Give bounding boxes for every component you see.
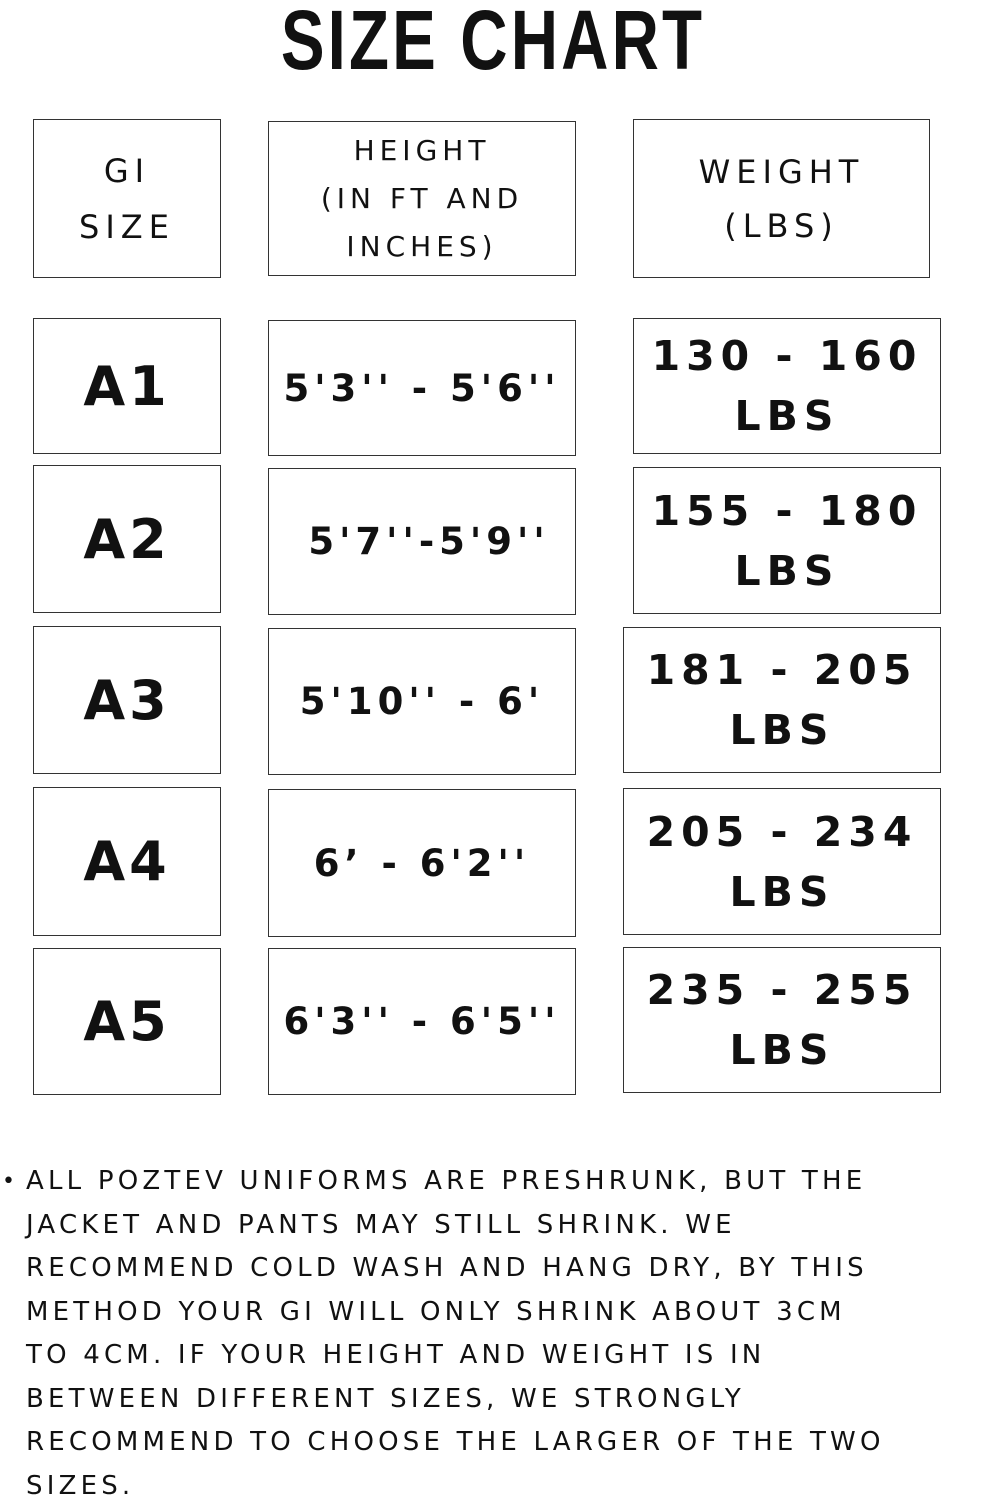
height-cell [268,628,576,775]
height-value: 6'3'' - 6'5'' [283,1000,560,1043]
height-value: 6’ - 6'2'' [314,842,530,885]
size-label: A1 [83,355,170,418]
header-height-line2: (IN FT AND [321,175,523,223]
size-cell [33,948,221,1095]
header-weight-line2: (LBS) [699,199,865,253]
weight-cell [623,947,941,1093]
weight-cell [623,627,941,773]
header-gi-size [33,119,221,278]
weight-cell [633,318,941,454]
header-height-line1: HEIGHT [321,127,523,175]
care-note-line: RECOMMEND COLD WASH AND HANG DRY, BY THIS [26,1247,986,1291]
size-label: A2 [83,508,170,571]
page-title: SIZE CHART [108,0,877,82]
height-value: 5'7''-5'9'' [294,520,549,563]
weight-cell [623,788,941,935]
care-note-line: JACKET AND PANTS MAY STILL SHRINK. WE [26,1204,986,1248]
care-note-line: SIZES. [26,1465,986,1508]
care-note-line: BETWEEN DIFFERENT SIZES, WE STRONGLY [26,1378,986,1422]
height-value: 5'10'' - 6' [300,680,544,723]
height-cell [268,320,576,456]
care-note-line: ALL POZTEV UNIFORMS ARE PRESHRUNK, BUT THE [26,1160,986,1204]
header-height [268,121,576,276]
size-cell [33,465,221,613]
care-note-line: METHOD YOUR GI WILL ONLY SHRINK ABOUT 3CM [26,1291,986,1335]
weight-value: 205 - 234 LBS [647,802,918,922]
header-height-line3: INCHES) [321,223,523,271]
header-weight [633,119,930,278]
weight-value: 130 - 160 LBS [652,326,923,446]
size-cell [33,626,221,774]
header-weight-line1: WEIGHT [699,145,865,199]
size-cell [33,318,221,454]
height-cell [268,948,576,1095]
care-note-text [26,1160,986,1508]
size-label: A3 [83,669,170,732]
height-value: 5'3'' - 5'6'' [283,367,560,410]
weight-value: 155 - 180 LBS [652,481,923,601]
weight-value: 235 - 255 LBS [647,960,918,1080]
weight-value: 181 - 205 LBS [647,640,918,760]
size-label: A4 [83,830,170,893]
size-cell [33,787,221,936]
care-note-line: TO 4CM. IF YOUR HEIGHT AND WEIGHT IS IN [26,1334,986,1378]
bullet-icon: • [2,1160,19,1204]
header-gi-size-line1: GI [79,143,175,199]
care-note-line: RECOMMEND TO CHOOSE THE LARGER OF THE TWO [26,1421,986,1465]
height-cell [268,789,576,937]
header-gi-size-line2: SIZE [79,199,175,255]
weight-cell [633,467,941,614]
size-label: A5 [83,990,170,1053]
height-cell [268,468,576,615]
